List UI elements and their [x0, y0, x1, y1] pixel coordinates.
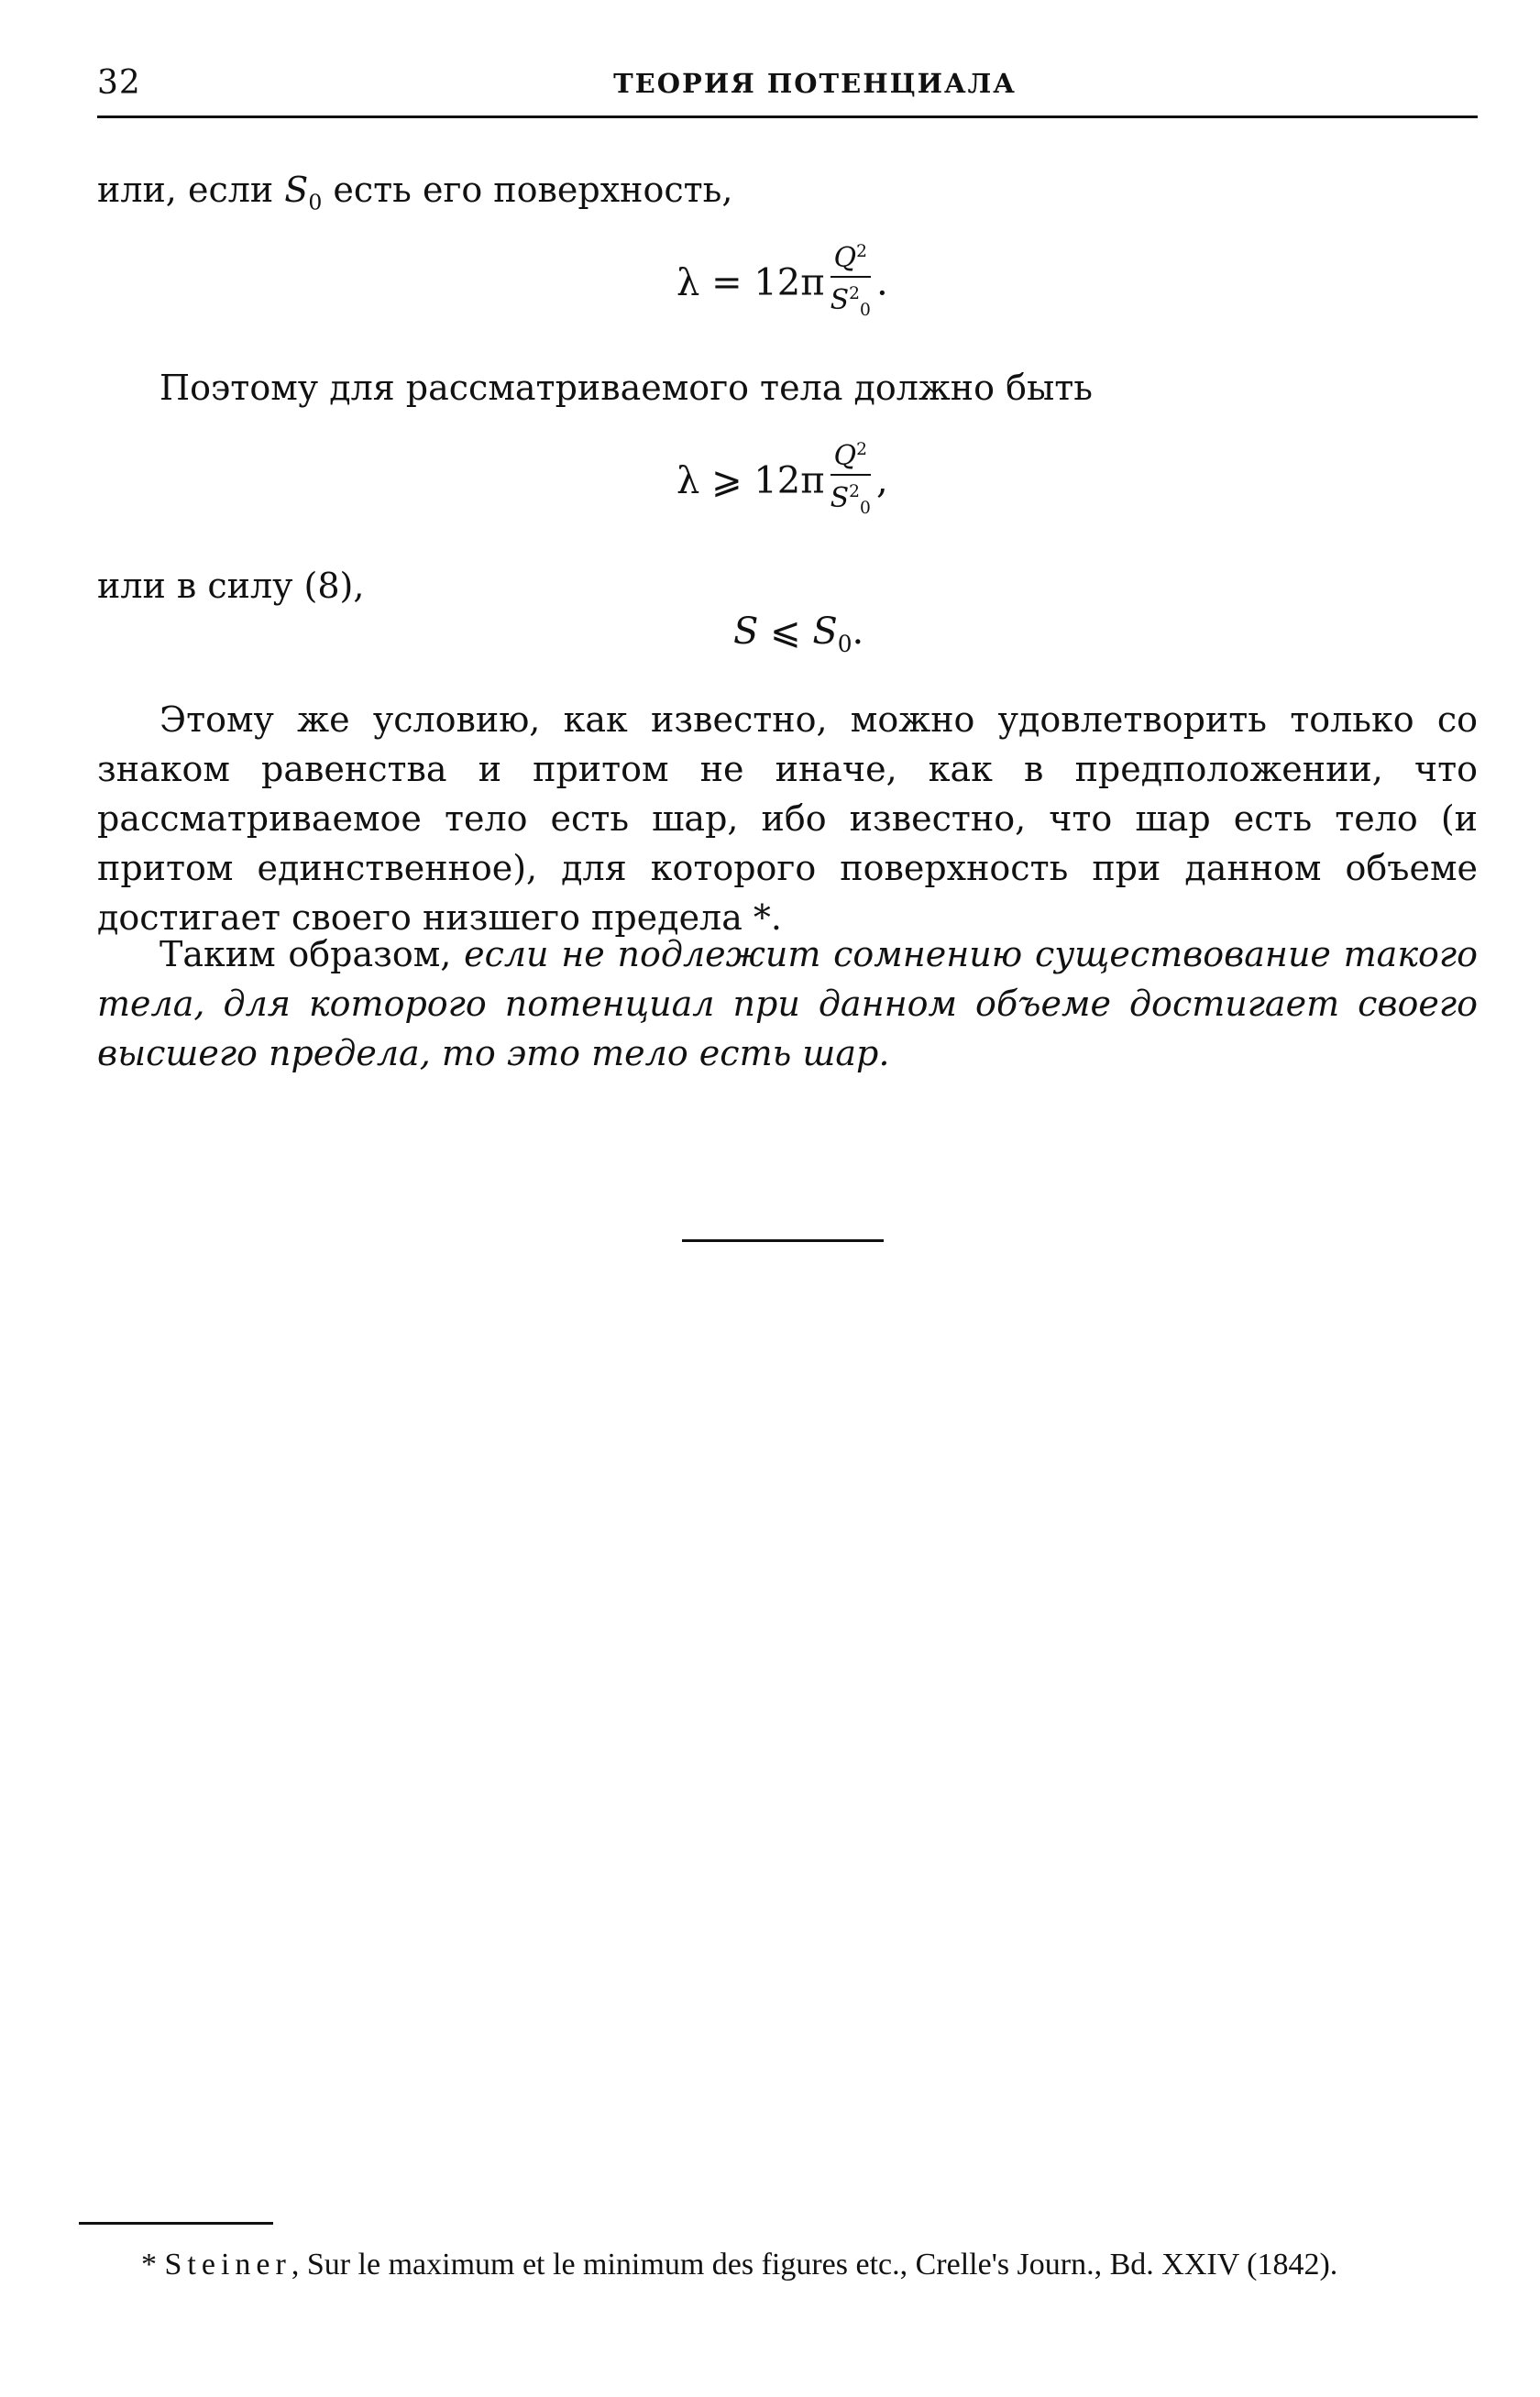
footnote-author: Steiner [164, 2248, 292, 2282]
section-end-rule [682, 1239, 884, 1242]
formula2-fraction [830, 434, 871, 525]
formula1-coef: 12π [754, 261, 825, 304]
paragraph-surface-intro [97, 165, 1478, 227]
running-title: ТЕОРИЯ ПОТЕНЦИАЛА [613, 68, 1017, 99]
formula3-rhs-sub: 0 [837, 631, 852, 657]
formula-lambda-equals [676, 240, 888, 331]
para4-text: Этому же условию, как известно, можно удовлетворить только со знаком равенства и притом не иначе, как в предположении, что рассматриваемое тело есть шар, ибо известно, что шар есть тело (и притом единственное), для которого поверхность при данном объеме достигает своего низшего предела *. [97, 699, 1478, 938]
formula3-end: . [852, 610, 864, 653]
para3-text: или в силу (8), [97, 566, 365, 606]
formula1-end: . [875, 261, 888, 304]
formula2-coef: 12π [754, 459, 825, 502]
formula1-fraction [830, 236, 871, 327]
formula2-numerator: $Q^2$ [830, 434, 871, 476]
para5-roman: Таким образом, [160, 934, 465, 974]
formula2-denominator: $S^2_0$ [830, 482, 871, 518]
running-header [97, 64, 1478, 110]
formula2-rel: ⩾ [699, 459, 754, 502]
para2-text: Поэтому для рассматриваемого тела должно быть [160, 368, 1093, 408]
page-number: 32 [97, 64, 141, 102]
formula3-lhs: S [733, 610, 759, 653]
para1-var: S [284, 170, 309, 210]
footnote [79, 2242, 1478, 2288]
para1-text-before: или, если [97, 170, 285, 210]
para5-italic: если не подлежит сомнению существование такого тела, для которого потенциал при данном объеме достигает своего высшего предела, то это тело есть шар. [97, 934, 1478, 1073]
footnote-marker: * [141, 2248, 165, 2282]
paragraph-conclusion [97, 929, 1478, 1078]
para1-sub: 0 [308, 189, 323, 215]
formula1-lhs: λ [676, 261, 700, 304]
formula3-rhs-var: S [812, 610, 838, 653]
formula1-denominator: $S^2_0$ [830, 284, 871, 320]
paragraph-by-eight [97, 561, 1478, 610]
formula-s-leq [733, 610, 864, 657]
formula2-lhs: λ [676, 459, 700, 502]
footnote-rule [79, 2222, 273, 2225]
formula2-end: , [875, 459, 888, 502]
formula1-rel: = [699, 261, 754, 304]
para1-text-after: есть его поверхность, [322, 170, 733, 210]
paragraph-therefore [97, 363, 1478, 412]
formula1-numerator: $Q^2$ [830, 236, 871, 278]
paragraph-condition [97, 695, 1478, 942]
formula3-rel: ⩽ [758, 610, 813, 653]
footnote-text: , Sur le maximum et le minimum des figures etc., Crelle's Journ., Bd. XXIV (1842). [291, 2248, 1338, 2282]
header-rule [97, 115, 1478, 118]
formula-lambda-geq [676, 438, 888, 529]
